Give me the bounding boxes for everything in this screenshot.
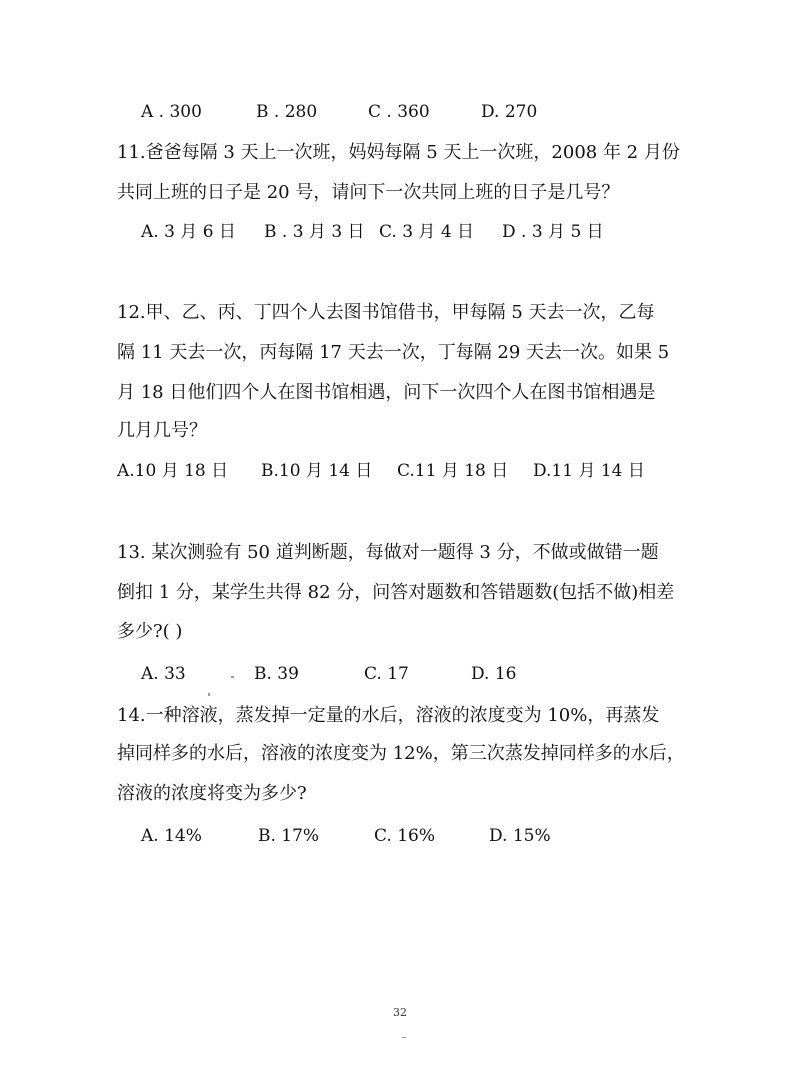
q12-text-line: 几月几号？ (117, 420, 207, 441)
q14-option-b: B. 17% (258, 826, 320, 846)
q14-text-line: 溶液的浓度将变为多少? (117, 783, 307, 804)
q13-text-line: 倒扣 1 分，某学生共得 82 分，问答对题数和答错题数(包括不做)相差 (117, 582, 675, 603)
page-number: 32 (393, 1006, 407, 1019)
q10-option-b: B . 280 (256, 102, 318, 122)
scan-speck (231, 676, 234, 678)
q13-options (141, 661, 561, 687)
q12-option-b: B.10 月 14 日 (261, 461, 373, 481)
q11-option-a: A. 3 月 6 日 (141, 222, 236, 242)
q12-text-line: 12.甲、乙、丙、丁四个人去图书馆借书，甲每隔 5 天去一次，乙每 (117, 302, 655, 323)
q13-option-d: D. 16 (471, 664, 517, 684)
scan-speck (402, 1037, 406, 1038)
q14-text-line: 14.一种溶液，蒸发掉一定量的水后，溶液的浓度变为 10%，再蒸发 (117, 705, 660, 726)
scan-speck (208, 693, 210, 696)
q10-option-d: D. 270 (481, 102, 538, 122)
q11-option-b: B . 3 月 3 日 (264, 222, 365, 242)
q11-option-c: C. 3 月 4 日 (379, 222, 475, 242)
q11-options (141, 219, 611, 245)
q13-option-a: A. 33 (141, 664, 186, 684)
q13-text-line: 多少?( ) (117, 621, 183, 642)
q12-option-c: C.11 月 18 日 (397, 461, 509, 481)
q12-option-a: A.10 月 18 日 (117, 461, 229, 481)
q14-options (141, 823, 561, 849)
q14-option-c: C. 16% (374, 826, 435, 846)
q14-option-a: A. 14% (141, 826, 202, 846)
q14-text-line: 掉同样多的水后，溶液的浓度变为 12%，第三次蒸发掉同样多的水后， (117, 743, 685, 764)
q12-options (117, 458, 657, 484)
q13-text-line: 13. 某次测验有 50 道判断题，每做对一题得 3 分，不做或做错一题 (117, 542, 659, 563)
q12-option-d: D.11 月 14 日 (533, 461, 645, 481)
q10-option-a: A . 300 (141, 102, 202, 122)
q12-text-line: 隔 11 天去一次，丙每隔 17 天去一次，丁每隔 29 天去一次。如果 5 (117, 342, 670, 363)
q11-text-line: 11.爸爸每隔 3 天上一次班，妈妈每隔 5 天上一次班，2008 年 2 月份 (117, 142, 680, 163)
q13-option-c: C. 17 (364, 664, 409, 684)
q11-option-d: D . 3 月 5 日 (502, 222, 604, 242)
q11-text-line: 共同上班的日子是 20 号，请问下一次共同上班的日子是几号？ (117, 182, 620, 203)
q14-option-d: D. 15% (489, 826, 551, 846)
q10-options (141, 99, 561, 125)
q12-text-line: 月 18 日他们四个人在图书馆相遇，问下一次四个人在图书馆相遇是 (117, 382, 656, 403)
q10-option-c: C . 360 (368, 102, 430, 122)
q13-option-b: B. 39 (254, 664, 299, 684)
